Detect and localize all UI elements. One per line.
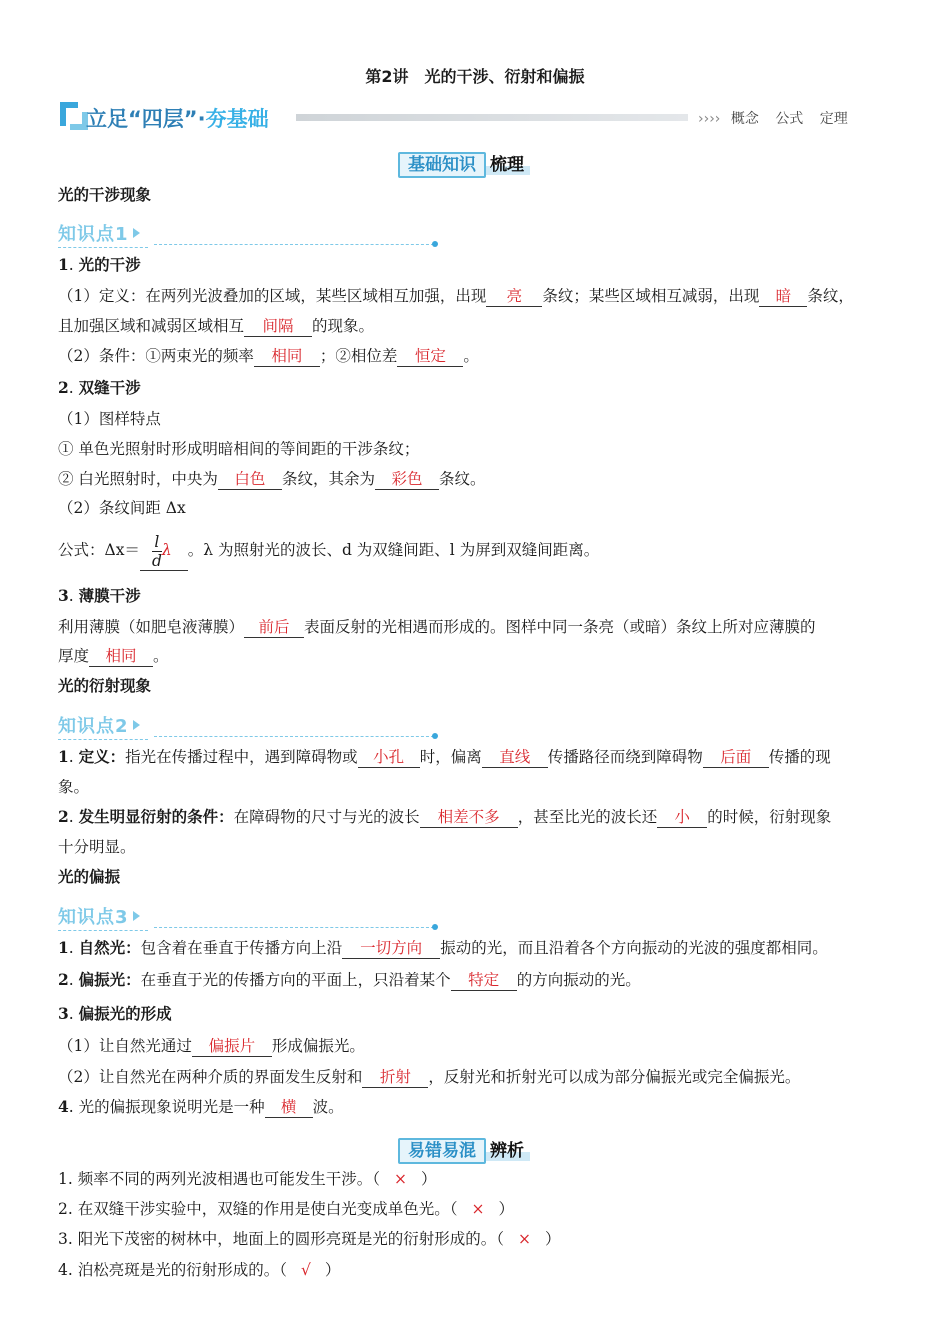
header-gray-bar: [296, 114, 688, 121]
play-arrow-icon: [133, 228, 140, 238]
answer-colored: 彩色: [375, 470, 439, 490]
section-diffraction: 光的衍射现象: [58, 677, 152, 695]
cross-mark-icon: ×: [517, 1230, 531, 1248]
answer-interval: 间隔: [244, 317, 312, 337]
answer-lambda: λ: [161, 541, 172, 559]
answer-transverse: 横: [265, 1098, 313, 1118]
diffraction-condition-2: 十分明显。: [58, 838, 136, 856]
banner-basic-knowledge: [398, 150, 530, 175]
answer-small-hole: 小孔: [358, 748, 420, 768]
header-tag-concept: 概念: [730, 111, 759, 127]
knowledge-point-2: [58, 712, 438, 742]
heading-number: 1: [58, 255, 69, 274]
knowledge-point-label: 知识点2: [58, 716, 129, 737]
formation-line-2: （2）让自然光在两种介质的界面发生反射和 折射 ，反射光和折射光可以成为部分偏振光或完全偏振光。: [58, 1068, 801, 1086]
answer-bright: 亮: [486, 287, 542, 307]
header-highlight: 夯基础: [205, 107, 269, 131]
header-tag-theorem: 定理: [819, 111, 848, 127]
knowledge-point-label: 知识点3: [58, 907, 129, 928]
banner-box: 易错易混: [398, 1138, 486, 1164]
pattern-heading: （1）图样特点: [58, 410, 161, 428]
heading-interference: 光的干涉: [78, 256, 141, 274]
section-polarization: 光的偏振: [58, 868, 121, 886]
answer-same-thickness: 相同: [89, 647, 153, 667]
page-title: 第2讲 光的干涉、衍射和偏振: [365, 67, 585, 86]
header-quote: “四层”: [128, 107, 198, 131]
answer-specific: 特定: [451, 971, 517, 991]
formation-line-1: （1）让自然光通过 偏振片 形成偏振光。: [58, 1037, 365, 1055]
diffraction-definition: 1. 定义：指光在传播过程中，遇到障碍物或 小孔 时，偏离 直线 传播路径而绕到障碍物 后面 传播的现: [58, 747, 831, 766]
answer-all-directions: 一切方向: [342, 939, 440, 959]
check-mark-icon: √: [300, 1261, 311, 1279]
heading-number: 2: [58, 378, 69, 397]
knowledge-point-1: [58, 220, 438, 250]
header-tag-formula: 公式: [775, 111, 804, 127]
heading-number: 3: [58, 1004, 69, 1023]
judgment-item: 1. 频率不同的两列光波相遇也可能发生干涉。（ × ）: [58, 1170, 437, 1188]
header-arrows: ››››: [698, 111, 721, 127]
answer-dark: 暗: [759, 287, 807, 307]
banner-box: 基础知识: [398, 152, 486, 178]
line-end-dot: [432, 241, 438, 247]
banner-tail: 辨析: [486, 1141, 530, 1161]
heading-number: 3: [58, 586, 69, 605]
formula-line: 公式：Δx＝ $\frac{l}{d}\lambda$ 。λ 为照射光的波长、d 为双缝间距、l 为屏到双缝间距离。: [58, 532, 600, 570]
film-line-2: 厚度 相同 。: [58, 647, 169, 665]
line-end-dot: [432, 733, 438, 739]
answer-behind: 后面: [703, 748, 769, 768]
header-band: [58, 100, 858, 136]
polarized-light-line: 2. 偏振光：在垂直于光的传播方向的平面上，只沿着某个 特定 的方向振动的光。: [58, 970, 641, 989]
judgment-item: 4. 泊松亮斑是光的衍射形成的。（ √ ）: [58, 1261, 341, 1279]
banner-error-analysis: [398, 1136, 530, 1161]
heading-double-slit: 双缝干涉: [78, 379, 141, 397]
line-end-dot: [432, 924, 438, 930]
transverse-wave-line: 4. 光的偏振现象说明光是一种 横 波。: [58, 1097, 344, 1116]
judgment-item: 3. 阳光下茂密的树林中，地面上的圆形亮斑是光的衍射形成的。（ × ）: [58, 1230, 561, 1248]
section-interference: 光的干涉现象: [58, 186, 152, 204]
spacing-heading: （2）条纹间距 Δx: [58, 499, 186, 517]
film-line: 利用薄膜（如肥皂液薄膜） 前后 表面反射的光相遇而形成的。图样中同一条亮（或暗）条纹上所对应薄膜的: [58, 618, 816, 636]
answer-front-back: 前后: [244, 618, 304, 638]
answer-polarizer: 偏振片: [192, 1037, 272, 1057]
answer-constant: 恒定: [397, 347, 463, 367]
natural-light-line: 1. 自然光：包含着在垂直于传播方向上沿 一切方向 振动的光，而且沿着各个方向振动的光波的强度都相同。: [58, 938, 828, 957]
diffraction-definition-2: 象。: [58, 778, 90, 796]
knowledge-point-3: [58, 903, 438, 933]
diffraction-condition: 2. 发生明显衍射的条件：在障碍物的尺寸与光的波长 相差不多 ，甚至比光的波长还 小 的时候，衍射现象: [58, 807, 832, 826]
pattern-point-2: ② 白光照射时，中央为 白色 条纹，其余为 彩色 条纹。: [58, 470, 486, 488]
condition-line: （2）条件：①两束光的频率 相同 ；②相位差 恒定 。: [58, 347, 479, 365]
answer-same: 相同: [254, 347, 320, 367]
header-dot: ·: [197, 107, 206, 131]
judgment-item: 2. 在双缝干涉实验中，双缝的作用是使白光变成单色光。（ × ）: [58, 1200, 514, 1218]
heading-thin-film: 薄膜干涉: [78, 587, 141, 605]
banner-tail: 梳理: [486, 155, 530, 175]
answer-smaller: 小: [657, 808, 707, 828]
heading-polarization-formation: 偏振光的形成: [78, 1005, 172, 1023]
knowledge-point-label: 知识点1: [58, 224, 129, 245]
header-prefix: 立足: [86, 107, 128, 131]
fraction-l-over-d: $\frac{l}{d}$: [151, 532, 162, 570]
pattern-point-1: ① 单色光照射时形成明暗相间的等间距的干涉条纹；: [58, 440, 420, 458]
cross-mark-icon: ×: [393, 1170, 407, 1188]
play-arrow-icon: [133, 720, 140, 730]
answer-straight-line: 直线: [482, 748, 548, 768]
answer-similar: 相差不多: [420, 808, 518, 828]
definition-line: （1）定义：在两列光波叠加的区域，某些区域相互加强，出现 亮 条纹；某些区域相互减弱，出现 暗 条纹，: [58, 287, 854, 305]
play-arrow-icon: [133, 911, 140, 921]
cross-mark-icon: ×: [471, 1200, 485, 1218]
definition-line-2: 且加强区域和减弱区域相互 间隔 的现象。: [58, 317, 375, 335]
answer-refraction: 折射: [362, 1068, 428, 1088]
answer-white: 白色: [218, 470, 282, 490]
